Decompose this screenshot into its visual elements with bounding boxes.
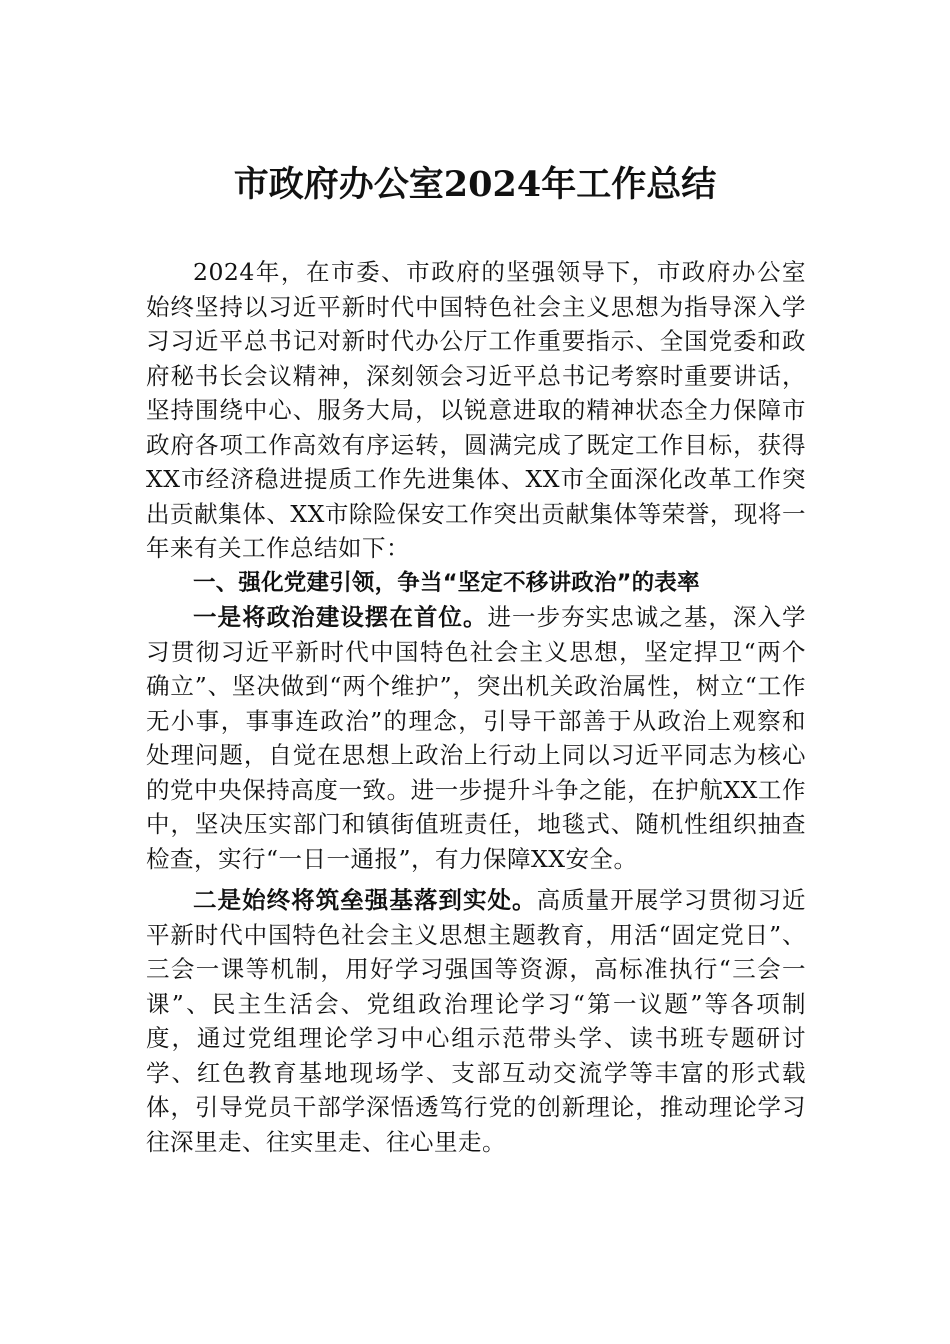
paragraph-spacer xyxy=(146,876,806,883)
paragraph-2 xyxy=(146,883,806,1159)
paragraph-1-lead: 一是将政治建设摆在首位。 xyxy=(193,603,488,631)
section-heading-1: 一、强化党建引领，争当“坚定不移讲政治”的表率 xyxy=(193,569,700,596)
document-body xyxy=(146,255,806,1159)
document-title: 市政府办公室2024年工作总结 xyxy=(233,164,717,205)
paragraph-2-lead: 二是始终将筑垒强基落到实处。 xyxy=(193,886,537,914)
paragraph-2-text: 高质量开展学习贯彻习近平新时代中国特色社会主义思想主题教育，用活“固定党日”、三会一课等机制，用好学习强国等资源，高标准执行“三会一课”、民主生活会、党组政治理论学习“第一议题”等各项制度，通过党组理论学习中心组示范带头学、读书班专题研讨学、红色教育基地现场学、支部互动交流学等丰富的形式载体，引导党员干部学深悟透笃行党的创新理论，推动理论学习往深里走、往实里走、往心里走。 xyxy=(146,886,807,1156)
paragraph-1-text: 进一步夯实忠诚之基，深入学习贯彻习近平新时代中国特色社会主义思想，坚定捍卫“两个确立”、坚决做到“两个维护”，突出机关政治属性，树立“工作无小事，事事连政治”的理念，引导干部善于从政治上观察和处理问题，自觉在思想上政治上行动上同以习近平同志为核心的党中央保持高度一致。进一步提升斗争之能，在护航XX工作中，坚决压实部门和镇街值班责任，地毯式、随机性组织抽查检查，实行“一日一通报”，有力保障XX安全。 xyxy=(146,603,806,873)
intro-paragraph: 2024年，在市委、市政府的坚强领导下，市政府办公室始终坚持以习近平新时代中国特色社会主义思想为指导深入学习习近平总书记对新时代办公厅工作重要指示、全国党委和政府秘书长会议精神，深刻领会习近平总书记考察时重要讲话，坚持围绕中心、服务大局，以锐意进取的精神状态全力保障市政府各项工作高效有序运转，圆满完成了既定工作目标，获得XX市经济稳进提质工作先进集体、XX市全面深化改革工作突出贡献集体、XX市除险保安工作突出贡献集体等荣誉，现将一年来有关工作总结如下： xyxy=(146,258,806,562)
paragraph-1 xyxy=(146,600,806,876)
